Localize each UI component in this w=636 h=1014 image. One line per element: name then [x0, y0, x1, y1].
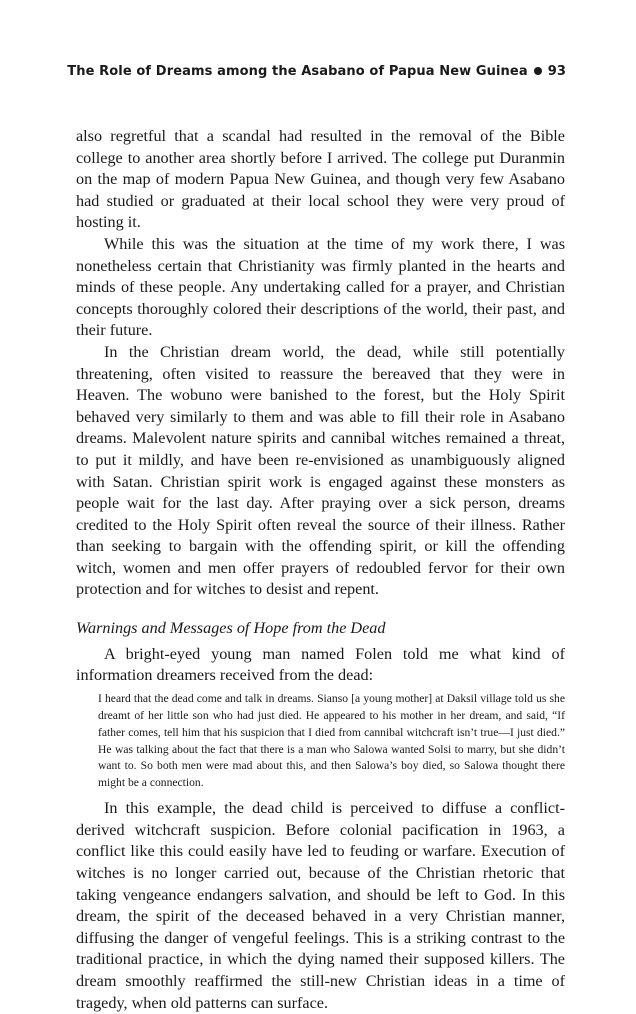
- block-quote: I heard that the dead come and talk in dreams. Sianso [a young mother] at Daksil village told us she dreamt of her little son who had just died. He appeared to his mother in her dream, and said, “If father comes, tell him that his suspicion that I died from cannibal witchcraft isn’t true—I just died.” He was talking about the fact that there is a man who Salowa wanted Solsi to marry, but she didn’t want to. So both men were mad about this, and then Salowa’s boy died, so Salowa thought there might be a connection.: [98, 691, 565, 790]
- body-text: [76, 126, 565, 1014]
- paragraph: In this example, the dead child is perceived to diffuse a conflict-derived witchcraft suspicion. Before colonial pacification in 1963, a conflict like this could easily have led to feuding or warfare. Execution of witches is no longer carried out, because of the Christian rhetoric that taking vengeance endangers salvation, and should be left to God. In this dream, the spirit of the deceased behaved in a very Christian manner, diffusing the danger of vengeful feelings. This is a striking contrast to the traditional practice, in which the dying named their supposed killers. The dream smoothly reaffirmed the still-new Christian ideas in a time of tragedy, when old patterns can surface.: [76, 799, 565, 1012]
- paragraph: A bright-eyed young man named Folen told me what kind of information dreamers received from the dead:: [76, 644, 565, 685]
- section-heading: Warnings and Messages of Hope from the Dead: [76, 619, 386, 638]
- page-number: 93: [547, 64, 566, 79]
- paragraph: In the Christian dream world, the dead, while still potentially threatening, often visited to reassure the bereaved that they were in Heaven. The wobuno were banished to the forest, but the Holy Spirit behaved very similarly to them and was able to fill their role in Asabano dreams. Malevolent nature spirits and cannibal witches remained a threat, to put it mildly, and have been re-envisioned as unambiguously aligned with Satan. Christian spirit work is engaged against these monsters as people wait for the last day. After praying over a sick person, dreams credited to the Holy Spirit often reveal the source of their illness. Rather than seeking to bargain with the offending spirit, or kill the offending witch, women and men offer prayers of redoubled fervor for their own protection and for witches to desist and repent.: [76, 342, 565, 599]
- bullet-separator: [534, 67, 542, 75]
- paragraph-continued: also regretful that a scandal had resulted in the removal of the Bible college to another area shortly before I arrived. The college put Duranmin on the map of modern Papua New Guinea, and though very few Asabano had studied or graduated at their local school they were very proud of hosting it.: [76, 127, 565, 232]
- running-title: The Role of Dreams among the Asabano of Papua New Guinea: [67, 64, 528, 79]
- running-header: [0, 64, 566, 79]
- paragraph: While this was the situation at the time of my work there, I was nonetheless certain that Christianity was firmly planted in the hearts and minds of these people. Any undertaking called for a prayer, and Christian concepts thoroughly colored their descriptions of the world, their past, and their future.: [76, 234, 565, 340]
